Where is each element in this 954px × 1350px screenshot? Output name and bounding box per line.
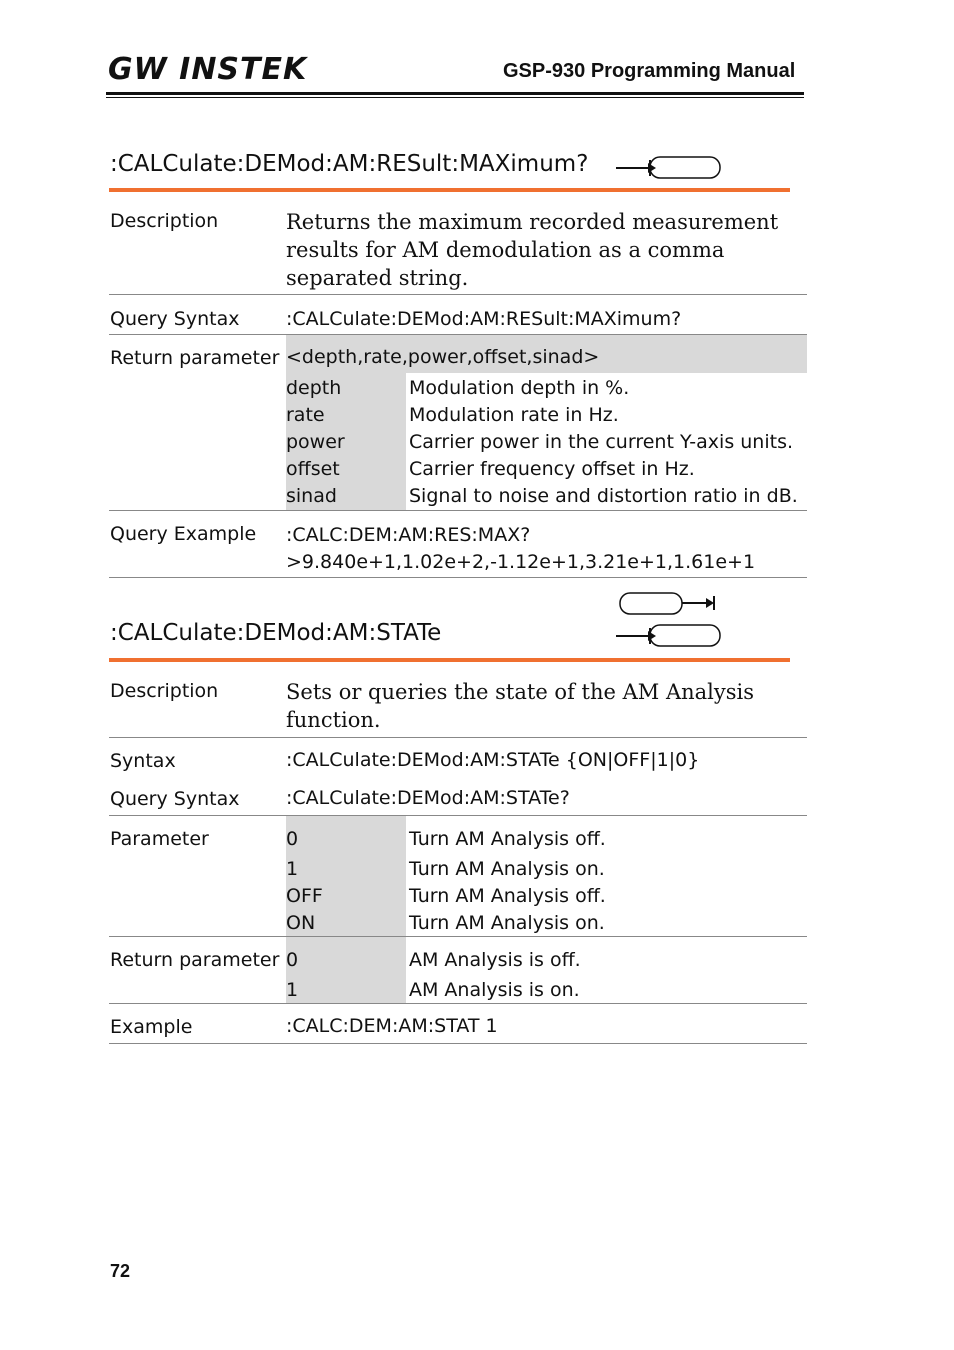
section-title-state: :CALCulate:DEMod:AM:STATe [110,620,442,646]
syntax-value: :CALCulate:DEMod:AM:STATe {ON|OFF|1|0} [286,749,700,771]
list-item: 0 AM Analysis is off. [286,949,581,971]
divider [109,815,807,816]
return-param-list [286,947,806,1004]
section-rule [109,188,790,192]
list-item: sinad Signal to noise and distortion ratio in dB. [286,485,798,507]
example-value: :CALC:DEM:AM:STAT 1 [286,1015,498,1037]
divider [109,1003,807,1004]
query-syntax-label: Query Syntax [110,788,240,810]
list-item: OFF Turn AM Analysis off. [286,885,606,907]
list-item: 0 Turn AM Analysis off. [286,828,606,850]
list-item: 1 Turn AM Analysis on. [286,858,605,880]
query-syntax-value: :CALCulate:DEMod:AM:STATe? [286,787,570,809]
divider [109,577,807,578]
header-rule [106,92,804,95]
divider [109,510,807,511]
header-rule-thin [106,97,804,98]
description-text: Sets or queries the state of the AM Analysis function. [286,680,754,732]
parameter-list [286,826,806,937]
return-parameter-label: Return parameter [110,949,280,971]
query-syntax-value: :CALCulate:DEMod:AM:RESult:MAXimum? [286,308,682,330]
return-parameter-label: Return parameter [110,347,280,369]
divider [109,936,807,937]
example-label: Example [110,1016,193,1038]
description-label: Description [110,210,219,232]
section-title-result-max: :CALCulate:DEMod:AM:RESult:MAXimum? [110,151,589,177]
list-item: power Carrier power in the current Y-axis units. [286,431,794,453]
query-example: :CALC:DEM:AM:RES:MAX? >9.840e+1,1.02e+2,-1.12e+1,3.21e+1,1.61e+1 [286,524,756,573]
query-icon [614,155,724,181]
parameter-label: Parameter [110,828,209,850]
query-example-label: Query Example [110,523,257,545]
brand-logo: GW INSTEK [108,52,308,87]
page-number: 72 [110,1261,131,1281]
manual-title: GSP-930 Programming Manual [503,60,796,82]
set-icon [618,591,718,617]
divider [109,1043,807,1044]
description-text: Returns the maximum recorded measurement results for AM demodulation as a comma separated string. [286,210,779,290]
list-item: ON Turn AM Analysis on. [286,912,605,934]
query-syntax-label: Query Syntax [110,308,240,330]
list-item: rate Modulation rate in Hz. [286,404,619,426]
description-label: Description [110,680,219,702]
return-param-list [286,375,806,510]
list-item: offset Carrier frequency offset in Hz. [286,458,695,480]
divider [109,737,807,738]
divider [109,294,807,295]
list-item: depth Modulation depth in %. [286,377,630,399]
syntax-label: Syntax [110,750,176,772]
section-rule [109,658,790,662]
list-item: 1 AM Analysis is on. [286,979,580,1001]
query-icon [614,623,724,649]
return-format: <depth,rate,power,offset,sinad> [286,346,600,368]
